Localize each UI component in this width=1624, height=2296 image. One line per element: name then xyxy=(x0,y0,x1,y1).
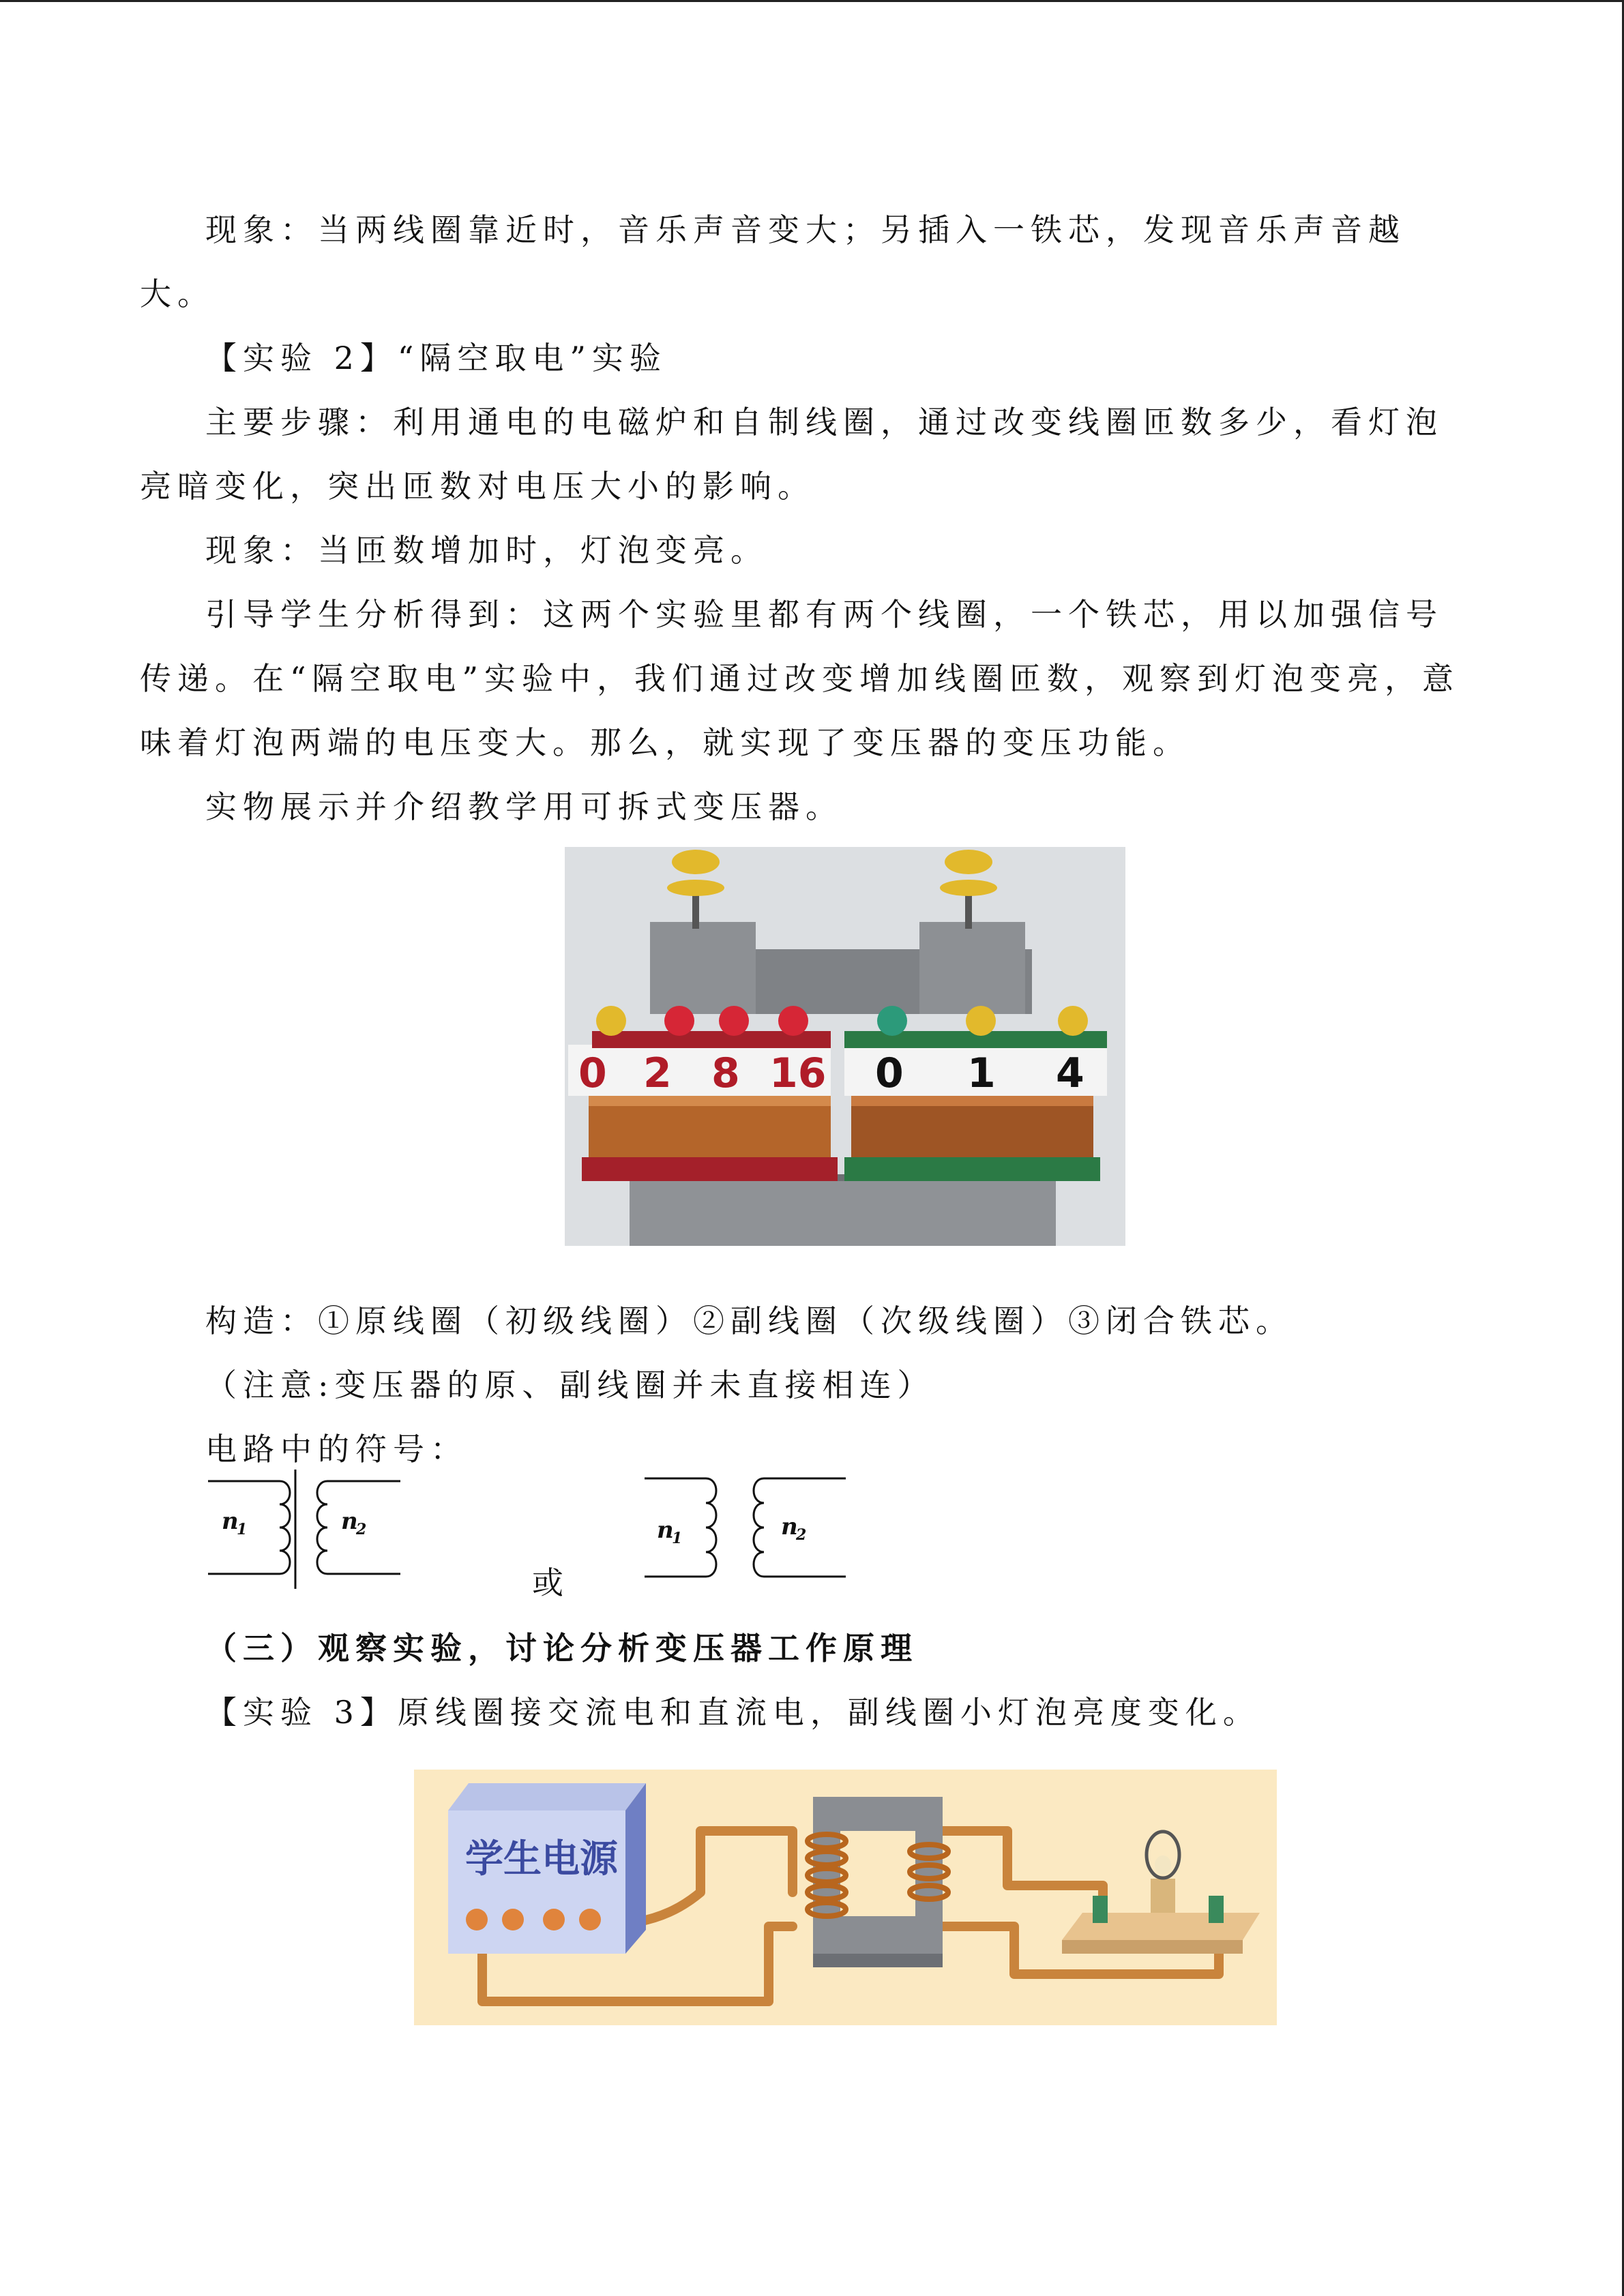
experiment3-circuit-illustration xyxy=(414,1770,1277,2025)
symbol2-n2: n xyxy=(781,1513,798,1540)
paragraph-phenomenon-2: 现象：当匝数增加时，灯泡变亮。 xyxy=(205,532,768,569)
power-supply-label: 学生电源 xyxy=(465,1837,618,1881)
paragraph-experiment-3: 【实验 3】原线圈接交流电和直流电，副线圈小灯泡亮度变化。 xyxy=(205,1694,1260,1731)
symbol2-n2-sub: 2 xyxy=(796,1526,807,1544)
paragraph-structure: 构造：①原线圈（初级线圈）②副线圈（次级线圈）③闭合铁芯。 xyxy=(205,1302,1293,1339)
tap-label-left-8: 8 xyxy=(711,1049,740,1097)
tap-label-right-0: 0 xyxy=(875,1049,904,1097)
tap-label-right-4: 4 xyxy=(1056,1049,1084,1097)
symbol1-n1-sub: 1 xyxy=(237,1521,248,1538)
paragraph-analysis: 引导学生分析得到：这两个实验里都有两个线圈，一个铁芯，用以加强信号传递。在“隔空取电”实验中，我们通过改变增加线圈匝数，观察到灯泡变亮，意味着灯泡两端的电压变大。那么，就实现了变压器的变压功能。 xyxy=(140,596,1460,761)
paragraph-phenomenon-1: 现象：当两线圈靠近时，音乐声音变大；另插入一铁芯，发现音乐声音越大。 xyxy=(140,211,1406,312)
symbol1-n1: n xyxy=(222,1508,239,1535)
symbol2-n1-sub: 1 xyxy=(672,1530,683,1547)
transformer-photo xyxy=(565,847,1125,1246)
tap-label-right-1: 1 xyxy=(967,1049,996,1097)
tap-label-left-0: 0 xyxy=(578,1049,607,1097)
paragraph-experiment-2-title: 【实验 2】“隔空取电”实验 xyxy=(205,340,667,376)
symbol1-n2: n xyxy=(341,1508,358,1535)
paragraph-main-steps: 主要步骤：利用通电的电磁炉和自制线圈，通过改变线圈匝数多少，看灯泡亮暗变化，突出匝数对电压大小的影响。 xyxy=(140,404,1443,505)
tap-label-left-16: 16 xyxy=(769,1049,827,1097)
symbol1-n2-sub: 2 xyxy=(356,1521,367,1538)
paragraph-note: （注意:变压器的原、副线圈并未直接相连） xyxy=(205,1367,935,1403)
symbol2-n1: n xyxy=(657,1517,674,1544)
paragraph-symbol-label: 电路中的符号： xyxy=(205,1431,468,1467)
tap-label-left-2: 2 xyxy=(643,1049,672,1097)
page-top-border xyxy=(0,0,1624,2)
paragraph-show-transformer: 实物展示并介绍教学用可拆式变压器。 xyxy=(205,788,843,825)
symbol-or-text: 或 xyxy=(532,1564,563,1601)
section-heading-3: （三）观察实验，讨论分析变压器工作原理 xyxy=(205,1630,918,1667)
